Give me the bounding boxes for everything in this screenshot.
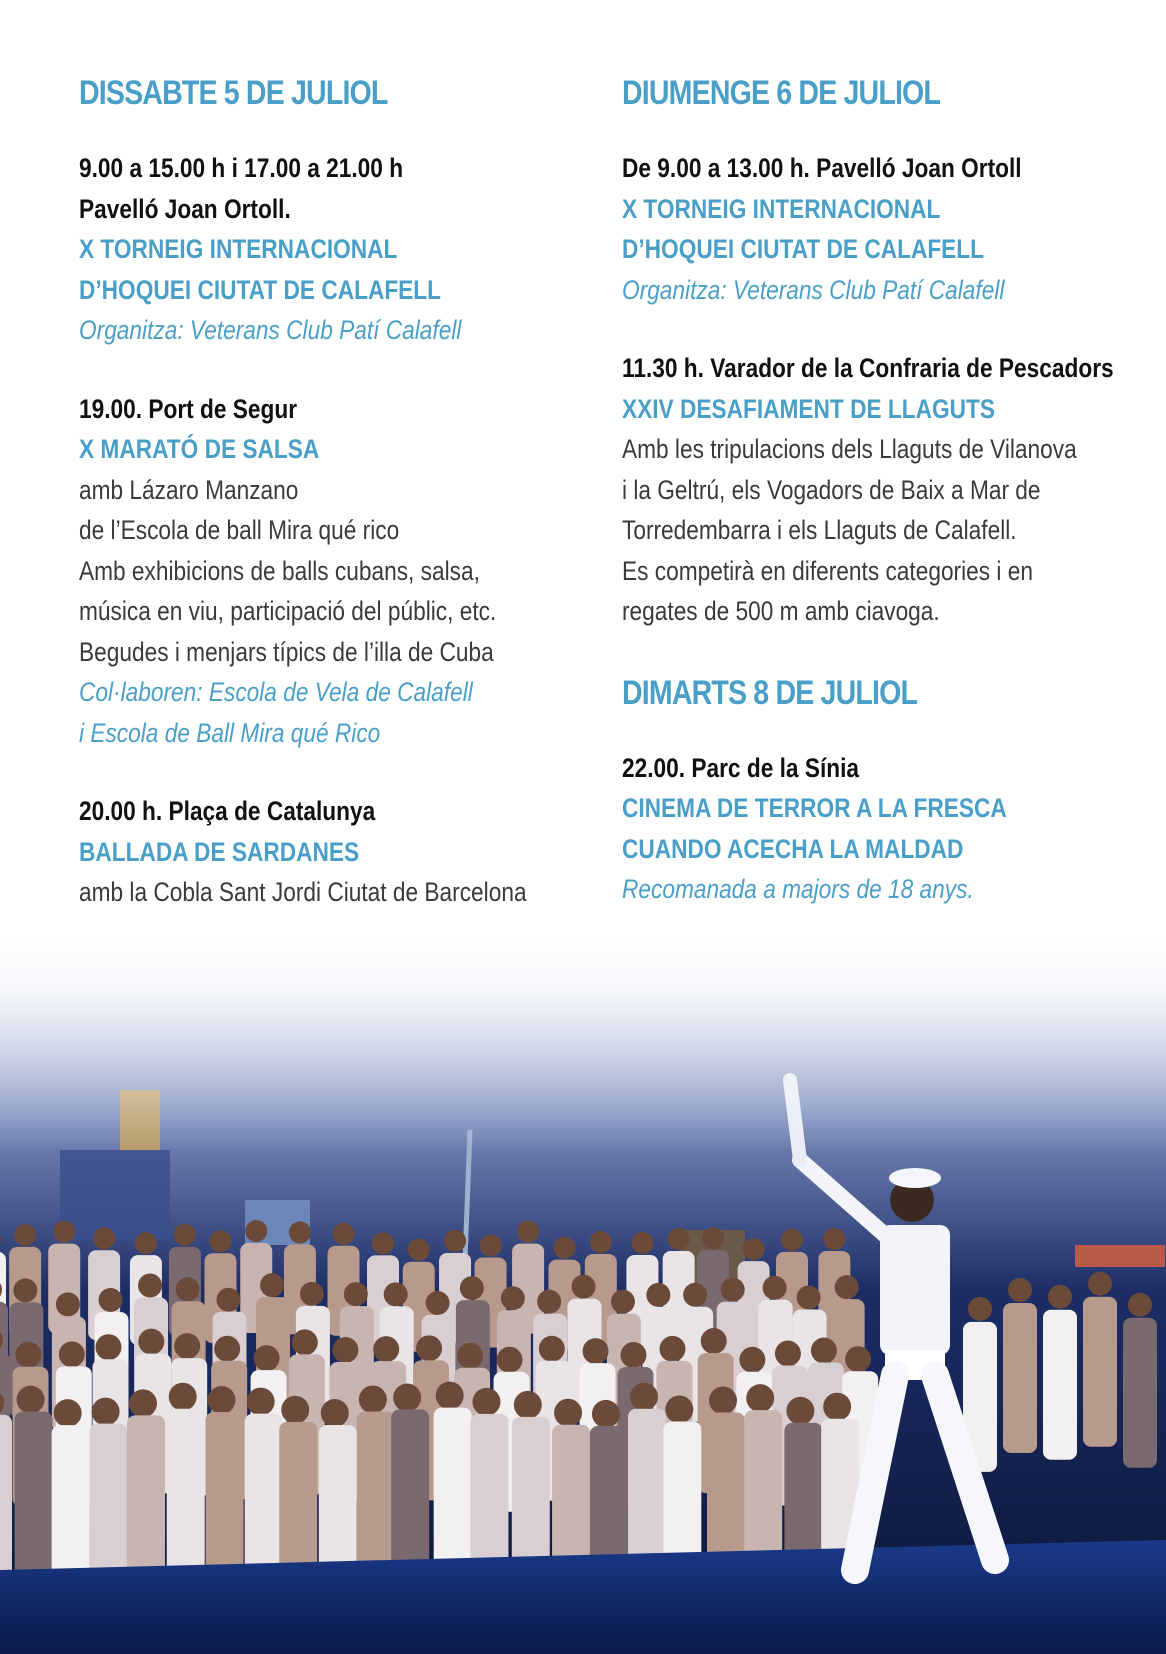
crowd-head	[174, 1333, 200, 1359]
crowd-head	[333, 1223, 355, 1245]
crowd-head	[497, 1347, 523, 1373]
crowd-head	[372, 1232, 394, 1254]
crowd-head	[460, 1276, 484, 1300]
event-organizer: Organitza: Veterans Club Patí Calafell	[79, 315, 462, 345]
crowd-head	[583, 1338, 609, 1364]
crowd-head	[797, 1285, 821, 1309]
crowd-head	[763, 1276, 787, 1300]
crowd-head	[426, 1291, 450, 1315]
event-description: de l’Escola de ball Mira qué rico	[79, 515, 400, 545]
crowd-head	[54, 1399, 82, 1427]
crowd-head	[359, 1385, 387, 1413]
event-description: Torredembarra i els Llaguts de Calafell.	[622, 515, 1017, 545]
crowd-head	[92, 1398, 120, 1426]
crowd-head	[373, 1336, 399, 1362]
crowd-head	[501, 1286, 525, 1310]
right-column	[622, 70, 1122, 948]
crowd-body	[357, 1411, 395, 1576]
crowd-body	[1123, 1318, 1157, 1468]
crowd-head	[292, 1329, 318, 1355]
crowd-head	[416, 1335, 442, 1361]
crowd-head	[709, 1387, 737, 1415]
crowd-head	[169, 1383, 197, 1411]
crowd-head	[665, 1395, 693, 1423]
crowd-head	[408, 1239, 430, 1261]
event-description: regates de 500 m amb ciavoga.	[622, 596, 940, 626]
crowd-head	[14, 1224, 36, 1246]
crowd-head	[683, 1283, 707, 1307]
crowd-head	[245, 1220, 267, 1242]
crowd-head	[631, 1232, 653, 1254]
crowd-head	[659, 1336, 685, 1362]
crowd-head	[436, 1382, 464, 1410]
crowd-head	[457, 1343, 483, 1369]
event-list	[622, 148, 1122, 632]
crowd-head	[135, 1232, 157, 1254]
crowd-head	[138, 1329, 164, 1355]
crowd-head	[702, 1227, 724, 1249]
crowd-head	[739, 1347, 765, 1373]
crowd-head	[289, 1221, 311, 1243]
crowd-body	[1083, 1297, 1117, 1447]
event-time: 9.00 a 15.00 h i 17.00 a 21.00 h	[79, 153, 404, 183]
crowd-head	[13, 1278, 37, 1302]
crowd-head	[247, 1388, 275, 1416]
crowd-body	[245, 1414, 283, 1579]
event-organizer: i Escola de Ball Mira qué Rico	[79, 717, 381, 748]
crowd-head	[517, 1221, 539, 1243]
crowd-head	[590, 1231, 612, 1253]
event-title: BALLADA DE SARDANES	[79, 836, 360, 867]
crowd-head	[743, 1238, 765, 1260]
event-title: D’HOQUEI CIUTAT DE CALAFELL	[622, 234, 985, 264]
event-title: CINEMA DE TERROR A LA FRESCA	[622, 793, 1007, 823]
crowd-head	[344, 1282, 368, 1306]
event-block	[79, 791, 549, 913]
crowd-head	[53, 1221, 75, 1243]
crowd-head	[99, 1288, 123, 1312]
crowd-head	[95, 1334, 121, 1360]
crowd-head	[129, 1389, 157, 1417]
event-description: Begudes i menjars típics de l’illa de Cuba	[79, 636, 494, 667]
event-title: X TORNEIG INTERNACIONAL	[79, 234, 398, 264]
crowd-head	[254, 1345, 280, 1371]
crowd-head	[332, 1337, 358, 1363]
crowd-body	[1043, 1310, 1077, 1460]
crowd-body	[90, 1424, 128, 1589]
salsa-marathon-photo	[0, 930, 1166, 1654]
event-description: amb Lázaro Manzano	[79, 474, 299, 505]
crowd-head	[1128, 1293, 1152, 1317]
crowd-head	[968, 1297, 992, 1321]
crowd-head	[701, 1328, 727, 1354]
crowd-head	[16, 1342, 42, 1368]
crowd-body	[206, 1412, 244, 1577]
crowd-head	[214, 1336, 240, 1362]
event-block	[79, 389, 549, 754]
crowd-head	[444, 1230, 466, 1252]
event-title: D’HOQUEI CIUTAT DE CALAFELL	[79, 274, 442, 305]
crowd-head	[56, 1292, 80, 1316]
event-title: CUANDO ACECHA LA MALDAD	[622, 833, 964, 864]
event-description: Amb les tripulacions dels Llaguts de Vilanova	[622, 434, 1077, 464]
event-description: Amb exhibicions de balls cubans, salsa,	[79, 555, 480, 586]
event-list	[622, 748, 1122, 910]
crowd-head	[393, 1384, 421, 1412]
crowd-head	[823, 1228, 845, 1250]
event-organizer: Recomanada a majors de 18 anys.	[622, 874, 974, 904]
crowd-body	[470, 1414, 508, 1579]
crowd-head	[1048, 1285, 1072, 1309]
event-time: 11.30 h. Varador de la Confraria de Pescadors	[622, 353, 1114, 383]
event-organizer: Organitza: Veterans Club Patí Calafell	[622, 274, 1005, 305]
crowd-body	[434, 1408, 472, 1573]
crowd-body	[628, 1409, 666, 1574]
crowd-head	[300, 1282, 324, 1306]
crowd-body	[167, 1409, 205, 1574]
crowd-head	[553, 1237, 575, 1259]
crowd-body	[1003, 1303, 1037, 1453]
crowd-head	[1008, 1278, 1032, 1302]
event-title: XXIV DESAFIAMENT DE LLAGUTS	[622, 393, 995, 424]
event-time: De 9.00 a 13.00 h. Pavelló Joan Ortoll	[622, 153, 1022, 183]
event-description: i la Geltrú, els Vogadors de Baix a Mar de	[622, 474, 1041, 505]
crowd-head	[138, 1273, 162, 1297]
event-time: 22.00. Parc de la Sínia	[622, 752, 860, 783]
event-description: amb la Cobla Sant Jordi Ciutat de Barcelona	[79, 877, 527, 907]
crowd-head	[1088, 1272, 1112, 1296]
event-block	[622, 348, 1122, 632]
event-time: Pavelló Joan Ortoll.	[79, 193, 291, 224]
crowd-head	[630, 1383, 658, 1411]
day-heading: DIUMENGE 6 DE JULIOL	[622, 74, 941, 112]
crowd-head	[93, 1227, 115, 1249]
crowd-head	[668, 1228, 690, 1250]
crowd-head	[209, 1230, 231, 1252]
crowd-head	[823, 1393, 851, 1421]
event-block	[79, 148, 549, 351]
crowd-head	[721, 1278, 745, 1302]
crowd-head	[775, 1341, 801, 1367]
crowd-head	[281, 1396, 309, 1424]
crowd-head	[472, 1388, 500, 1416]
crowd-head	[174, 1224, 196, 1246]
event-description: música en viu, participació del públic, etc.	[79, 596, 497, 626]
day-heading: DISSABTE 5 DE JULIOL	[79, 74, 388, 112]
crowd-head	[835, 1275, 859, 1299]
crowd-head	[592, 1400, 620, 1428]
event-block	[622, 748, 1122, 910]
crowd-head	[216, 1288, 240, 1312]
event-title: X MARATÓ DE SALSA	[79, 434, 320, 464]
crowd-head	[260, 1273, 284, 1297]
crowd-head	[646, 1283, 670, 1307]
crowd-head	[572, 1275, 596, 1299]
crowd-body	[15, 1412, 53, 1577]
crowd-head	[321, 1399, 349, 1427]
event-title: X TORNEIG INTERNACIONAL	[622, 193, 941, 224]
crowd-body	[127, 1415, 165, 1580]
crowd-head	[845, 1346, 871, 1372]
crowd-head	[786, 1397, 814, 1425]
crowd-head	[480, 1234, 502, 1256]
crowd-body	[52, 1425, 90, 1590]
event-description: Es competirà en diferents categories i en	[622, 555, 1033, 586]
day-heading: DIMARTS 8 DE JULIOL	[622, 673, 918, 712]
crowd-head	[514, 1391, 542, 1419]
crowd-head	[611, 1290, 635, 1314]
crowd-head	[620, 1342, 646, 1368]
crowd-head	[208, 1386, 236, 1414]
crowd-head	[554, 1399, 582, 1427]
crowd-head	[537, 1290, 561, 1314]
crowd-head	[17, 1386, 45, 1414]
crowd-body	[391, 1410, 429, 1575]
event-time: 20.00 h. Plaça de Catalunya	[79, 796, 376, 826]
top-fade	[0, 930, 1166, 1150]
event-organizer: Col·laboren: Escola de Vela de Calafell	[79, 677, 473, 707]
event-time: 19.00. Port de Segur	[79, 393, 298, 424]
crowd-body	[0, 1415, 12, 1580]
crowd-head	[384, 1282, 408, 1306]
crowd-head	[781, 1229, 803, 1251]
crowd-head	[811, 1338, 837, 1364]
crowd-head	[746, 1384, 774, 1412]
event-block	[622, 148, 1122, 310]
left-column	[79, 70, 549, 951]
crowd-head	[539, 1336, 565, 1362]
crowd-head	[176, 1277, 200, 1301]
crowd-head	[59, 1341, 85, 1367]
event-list	[79, 148, 549, 913]
